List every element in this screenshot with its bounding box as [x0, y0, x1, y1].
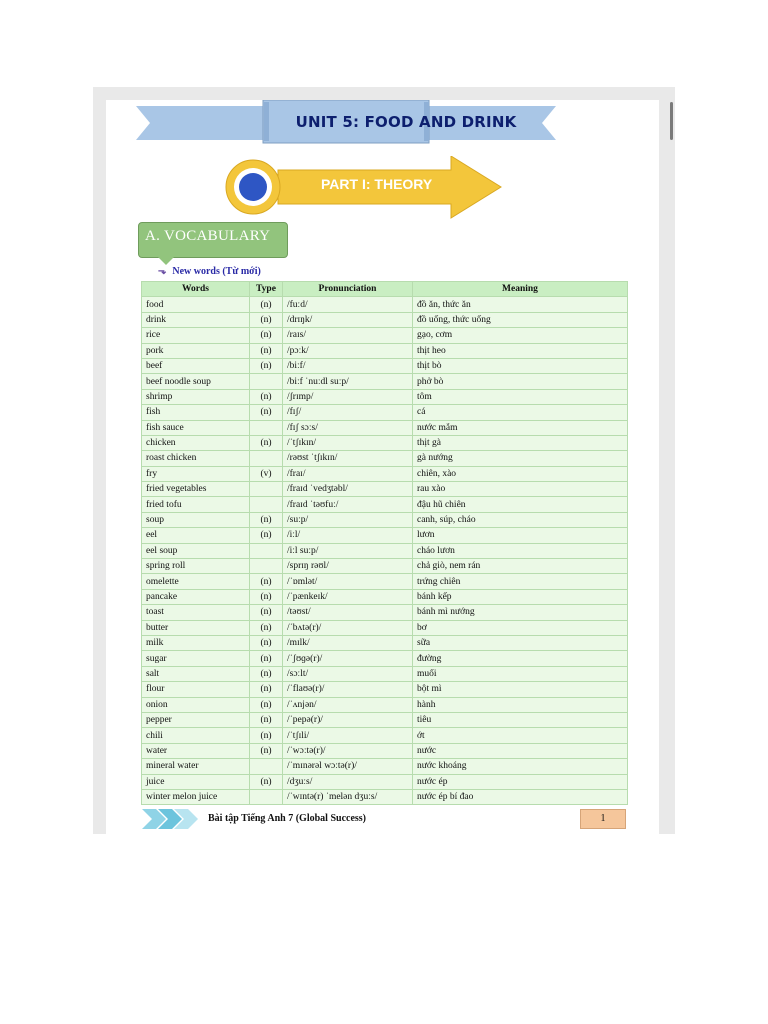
word-cell: juice — [142, 774, 250, 789]
pronunciation-cell: /ˈʃʊɡə(r)/ — [283, 651, 413, 666]
word-cell: roast chicken — [142, 451, 250, 466]
word-cell: rice — [142, 328, 250, 343]
type-cell: (n) — [250, 682, 283, 697]
meaning-cell: thịt bò — [413, 358, 628, 373]
subsection-heading — [158, 266, 261, 277]
pronunciation-cell: /fuːd/ — [283, 297, 413, 312]
word-cell: fish — [142, 405, 250, 420]
pronunciation-cell: /fɪʃ sɔːs/ — [283, 420, 413, 435]
meaning-cell: đậu hũ chiên — [413, 497, 628, 512]
word-cell: fried vegetables — [142, 482, 250, 497]
header-words: Words — [142, 282, 250, 297]
table-row — [142, 620, 628, 635]
unit-title: UNIT 5: FOOD AND DRINK — [295, 113, 517, 131]
pronunciation-cell: /ˈwɪntə(r) ˈmelən dʒuːs/ — [283, 789, 413, 804]
header-meaning: Meaning — [413, 282, 628, 297]
meaning-cell: cá — [413, 405, 628, 420]
type-cell — [250, 543, 283, 558]
meaning-cell: sữa — [413, 635, 628, 650]
word-cell: chili — [142, 728, 250, 743]
pronunciation-cell: /sprɪŋ rəʊl/ — [283, 559, 413, 574]
pronunciation-cell: /ˈwɔːtə(r)/ — [283, 743, 413, 758]
word-cell: drink — [142, 312, 250, 327]
pronunciation-cell: /ˈbʌtə(r)/ — [283, 620, 413, 635]
section-box-tail — [156, 255, 176, 265]
vocabulary-table — [141, 281, 628, 805]
table-row — [142, 759, 628, 774]
meaning-cell: đồ ăn, thức ăn — [413, 297, 628, 312]
table-row — [142, 743, 628, 758]
pronunciation-cell: /ˈmɪnərəl wɔːtə(r)/ — [283, 759, 413, 774]
type-cell — [250, 374, 283, 389]
meaning-cell: nước ép bí đao — [413, 789, 628, 804]
meaning-cell: gà nướng — [413, 451, 628, 466]
pronunciation-cell: /ˈtʃɪli/ — [283, 728, 413, 743]
word-cell: pancake — [142, 589, 250, 604]
table-row — [142, 559, 628, 574]
meaning-cell: ớt — [413, 728, 628, 743]
table-row — [142, 528, 628, 543]
footer-book-title: Bài tập Tiếng Anh 7 (Global Success) — [208, 813, 366, 824]
word-cell: winter melon juice — [142, 789, 250, 804]
type-cell: (n) — [250, 651, 283, 666]
pronunciation-cell: /ʃrɪmp/ — [283, 389, 413, 404]
meaning-cell: nước — [413, 743, 628, 758]
word-cell: pork — [142, 343, 250, 358]
word-cell: eel soup — [142, 543, 250, 558]
type-cell: (n) — [250, 512, 283, 527]
word-cell: fish sauce — [142, 420, 250, 435]
pronunciation-cell: /fraɪd ˈvedʒtəbl/ — [283, 482, 413, 497]
type-cell: (n) — [250, 605, 283, 620]
type-cell: (n) — [250, 620, 283, 635]
type-cell: (n) — [250, 343, 283, 358]
word-cell: chicken — [142, 435, 250, 450]
pronunciation-cell: /biːf/ — [283, 358, 413, 373]
meaning-cell: đường — [413, 651, 628, 666]
table-row — [142, 512, 628, 527]
type-cell: (n) — [250, 528, 283, 543]
word-cell: mineral water — [142, 759, 250, 774]
meaning-cell: tiêu — [413, 712, 628, 727]
word-cell: spring roll — [142, 559, 250, 574]
type-cell: (n) — [250, 358, 283, 373]
table-row — [142, 635, 628, 650]
word-cell: onion — [142, 697, 250, 712]
type-cell: (n) — [250, 297, 283, 312]
type-cell: (n) — [250, 574, 283, 589]
type-cell: (n) — [250, 405, 283, 420]
pronunciation-cell: /suːp/ — [283, 512, 413, 527]
meaning-cell: bơ — [413, 620, 628, 635]
pronunciation-cell: /pɔːk/ — [283, 343, 413, 358]
pronunciation-cell: /mɪlk/ — [283, 635, 413, 650]
word-cell: omelette — [142, 574, 250, 589]
meaning-cell: nước khoáng — [413, 759, 628, 774]
meaning-cell: bánh kếp — [413, 589, 628, 604]
type-cell: (n) — [250, 712, 283, 727]
meaning-cell: lươn — [413, 528, 628, 543]
table-row — [142, 666, 628, 681]
table-row — [142, 543, 628, 558]
table-row — [142, 374, 628, 389]
word-cell: shrimp — [142, 389, 250, 404]
type-cell: (n) — [250, 666, 283, 681]
document-page — [106, 100, 659, 834]
type-cell — [250, 559, 283, 574]
table-row — [142, 789, 628, 804]
word-cell: soup — [142, 512, 250, 527]
table-row — [142, 574, 628, 589]
word-cell: toast — [142, 605, 250, 620]
type-cell: (n) — [250, 312, 283, 327]
pronunciation-cell: /fraɪ/ — [283, 466, 413, 481]
table-row — [142, 358, 628, 373]
subsection-label: New words (Từ mới) — [172, 266, 261, 277]
table-row — [142, 682, 628, 697]
type-cell — [250, 482, 283, 497]
type-cell: (n) — [250, 589, 283, 604]
word-cell: beef — [142, 358, 250, 373]
word-cell: salt — [142, 666, 250, 681]
meaning-cell: hành — [413, 697, 628, 712]
pronunciation-cell: /iːl suːp/ — [283, 543, 413, 558]
meaning-cell: rau xào — [413, 482, 628, 497]
header-type: Type — [250, 282, 283, 297]
meaning-cell: cháo lươn — [413, 543, 628, 558]
type-cell — [250, 789, 283, 804]
pronunciation-cell: /drɪŋk/ — [283, 312, 413, 327]
word-cell: beef noodle soup — [142, 374, 250, 389]
pronunciation-cell: /təʊst/ — [283, 605, 413, 620]
type-cell: (n) — [250, 728, 283, 743]
meaning-cell: bột mì — [413, 682, 628, 697]
word-cell: food — [142, 297, 250, 312]
meaning-cell: thịt gà — [413, 435, 628, 450]
meaning-cell: chả giò, nem rán — [413, 559, 628, 574]
table-row — [142, 420, 628, 435]
table-row — [142, 405, 628, 420]
table-row — [142, 343, 628, 358]
table-row — [142, 435, 628, 450]
word-cell: flour — [142, 682, 250, 697]
meaning-cell: canh, súp, cháo — [413, 512, 628, 527]
pronunciation-cell: /ˈtʃɪkɪn/ — [283, 435, 413, 450]
type-cell: (n) — [250, 389, 283, 404]
word-cell: eel — [142, 528, 250, 543]
pronunciation-cell: /ˈpænkeɪk/ — [283, 589, 413, 604]
word-cell: milk — [142, 635, 250, 650]
meaning-cell: gạo, cơm — [413, 328, 628, 343]
word-cell: water — [142, 743, 250, 758]
type-cell: (n) — [250, 328, 283, 343]
type-cell: (n) — [250, 697, 283, 712]
pronunciation-cell: /biːf ˈnuːdl suːp/ — [283, 374, 413, 389]
type-cell — [250, 451, 283, 466]
meaning-cell: nước mắm — [413, 420, 628, 435]
word-cell: fry — [142, 466, 250, 481]
table-row — [142, 328, 628, 343]
type-cell: (v) — [250, 466, 283, 481]
meaning-cell: đồ uống, thức uống — [413, 312, 628, 327]
type-cell — [250, 759, 283, 774]
pronunciation-cell: /iːl/ — [283, 528, 413, 543]
type-cell: (n) — [250, 774, 283, 789]
pronunciation-cell: /fraɪd ˈtəʊfuː/ — [283, 497, 413, 512]
pronunciation-cell: /dʒuːs/ — [283, 774, 413, 789]
pronunciation-cell: /ˈflaʊə(r)/ — [283, 682, 413, 697]
table-row — [142, 774, 628, 789]
type-cell — [250, 420, 283, 435]
pronunciation-cell: /ˈɒmlət/ — [283, 574, 413, 589]
type-cell — [250, 497, 283, 512]
table-row — [142, 605, 628, 620]
pronunciation-cell: /ˈʌnjən/ — [283, 697, 413, 712]
table-row — [142, 451, 628, 466]
word-cell: sugar — [142, 651, 250, 666]
meaning-cell: chiên, xào — [413, 466, 628, 481]
table-header-row — [142, 282, 628, 297]
type-cell: (n) — [250, 743, 283, 758]
table-row — [142, 589, 628, 604]
meaning-cell: thịt heo — [413, 343, 628, 358]
meaning-cell: tôm — [413, 389, 628, 404]
arrow-icon: ⬎ — [158, 266, 167, 277]
pronunciation-cell: /ˈpepə(r)/ — [283, 712, 413, 727]
word-cell: fried tofu — [142, 497, 250, 512]
table-row — [142, 728, 628, 743]
page-number: 1 — [580, 809, 626, 829]
meaning-cell: muối — [413, 666, 628, 681]
meaning-cell: phở bò — [413, 374, 628, 389]
word-cell: butter — [142, 620, 250, 635]
part-label: PART I: THEORY — [321, 176, 433, 192]
scrollbar-thumb[interactable] — [670, 102, 673, 140]
table-row — [142, 712, 628, 727]
meaning-cell: bánh mì nướng — [413, 605, 628, 620]
section-title: A. VOCABULARY — [145, 228, 271, 244]
table-row — [142, 312, 628, 327]
table-row — [142, 466, 628, 481]
pronunciation-cell: /sɔːlt/ — [283, 666, 413, 681]
table-row — [142, 297, 628, 312]
meaning-cell: nước ép — [413, 774, 628, 789]
table-row — [142, 697, 628, 712]
word-cell: pepper — [142, 712, 250, 727]
pronunciation-cell: /fɪʃ/ — [283, 405, 413, 420]
pronunciation-cell: /rəʊst ˈtʃɪkɪn/ — [283, 451, 413, 466]
header-pronunciation: Pronunciation — [283, 282, 413, 297]
table-row — [142, 482, 628, 497]
table-row — [142, 497, 628, 512]
pronunciation-cell: /raɪs/ — [283, 328, 413, 343]
footer-chevrons-icon — [142, 809, 198, 829]
table-row — [142, 389, 628, 404]
table-row — [142, 651, 628, 666]
type-cell: (n) — [250, 635, 283, 650]
type-cell: (n) — [250, 435, 283, 450]
meaning-cell: trứng chiên — [413, 574, 628, 589]
